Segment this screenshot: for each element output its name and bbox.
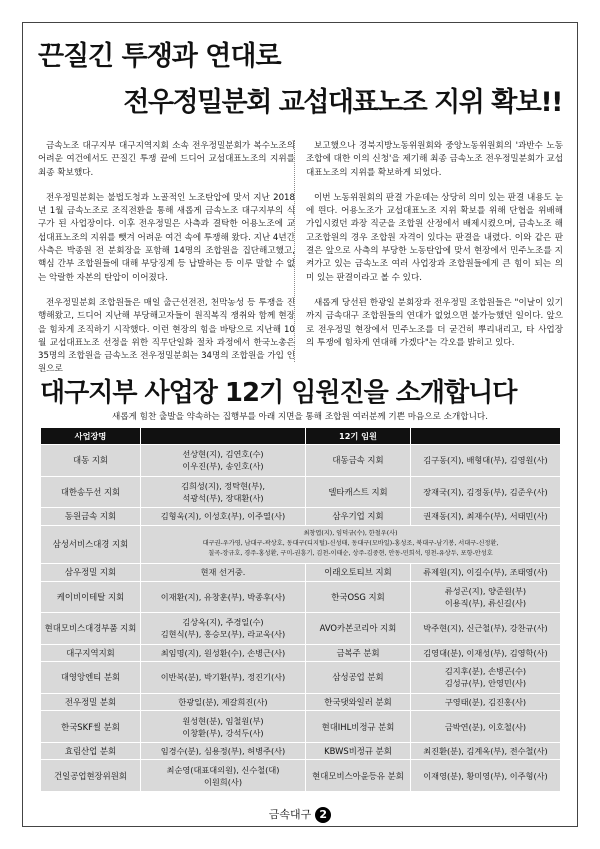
officer-list: 최창엽(지), 임덕규(수), 한철우(사) 대구권-우가영, 남대구-곽상호, 동대구(디지털)-신성태, 동대구(모바일)-홍성조, 북대구-남기봉, 서대구-신정환, 칠곡-장규호, 경주-홍성환, 구미-권흥기, 김천-이태순, 상주-김중현, 안동-민희석, 영천-유상두, 포항-안성호 [141, 525, 561, 564]
headline-line-1: 끈질긴 투쟁과 연대로 [38, 41, 281, 72]
officer-list: 금박연(분), 이호철(사) [411, 711, 561, 743]
workplace-name: 대구지역지회 [41, 644, 141, 662]
workplace-name: 삼우정밀 지회 [41, 564, 141, 582]
table-row [41, 476, 561, 508]
officer-list: 류제원(지), 이길수(부), 조태영(사) [411, 564, 561, 582]
officer-list: 현재 선거중. [141, 564, 306, 582]
workplace-name: KBWS비정규 분회 [306, 742, 411, 760]
article-paragraph: 이번 노동위원회의 판결 가운데는 상당히 의미 있는 판결 내용도 눈에 띈다. 어용노조가 교섭대표노조 지위 확보를 위해 단협을 위배해 가입시켰던 과장 직군을 조합원 산정에서 배제시켰으며, 금속노조 해고조합원의 경우 조합원 자격이 있다는 판결을 내렸다. 이와 같은 판결은 앞으로 사측의 부당한 노동탄압에 맞서 현장에서 민주노조를 지켜가고 있는 금속노조 여러 사업장과 조합원들에게 큰 힘이 되는 의미 있는 판결이라고 볼 수 있다. [306, 192, 563, 283]
officers-table [40, 427, 561, 792]
officer-list: 이재영(분), 황미영(부), 이주형(사) [411, 760, 561, 792]
workplace-name: 이래오토티브 지회 [306, 564, 411, 582]
table-row [41, 525, 561, 564]
article-paragraph: 전우정밀분회는 불법도청과 노골적인 노조탄압에 맞서 지난 2018년 1월 금속노조로 조직전환을 통해 새롭게 금속노조 대구지부의 식구가 된 사업장이다. 이후 전우정밀은 사측과 결탁한 어용노조에 교섭대표노조의 지위를 뺏겨 어려운 여건 속에 투쟁해 왔다. 지난 4년간 사측은 박종원 전 분회장을 포함해 14명의 조합원을 집단해고했고, 핵심 간부 조합원들에 대해 부당징계 등 납발하는 등 이루 말할 수 없는 악랄한 자본의 탄압이 이어졌다. [38, 192, 295, 283]
officer-list: 선상현(지), 김연호(수) 이우진(부), 송인호(사) [141, 445, 306, 477]
workplace-name: 한국댓와일러 분회 [306, 693, 411, 711]
workplace-name: 대동금속 지회 [306, 445, 411, 477]
officer-list: 김지후(분), 손병곤(수) 김성규(부), 안영민(사) [411, 662, 561, 694]
article-left-column [38, 140, 295, 389]
article-paragraph: 전우정밀분회 조합원들은 매일 출근선전전, 천막농성 등 투쟁을 진행해왔고, 드디어 지난해 부당해고자들이 원직복직 쟁취와 함께 현장을 힘차게 조직하기 시작했다. 이런 현장의 힘을 바탕으로 지난해 10월 교섭대표노조 선정을 위한 직무단일화 절차 과정에서 한국노총은 35명의 조합원을 금속노조 전우정밀분회는 34명의 조합원을 가입 인원으로 [38, 297, 295, 375]
table-row [41, 564, 561, 582]
article-paragraph: 새롭게 당선된 한광일 분회장과 전우정밀 조합원들은 "이날이 있기까지 금속대구 조합원들의 연대가 없었으면 불가능했던 일이다. 앞으로 전우정밀 현장에서 민주노조를 더 굳건히 뿌리내리고, 타 사업장의 투쟁에 힘차게 연대해 가겠다"는 각오를 밝히고 있다. [306, 297, 563, 348]
workplace-name: 델타캐스트 지회 [306, 476, 411, 508]
officer-list: 이재환(지), 유창훈(부), 박종후(사) [141, 581, 306, 613]
workplace-name: 대영앙엔티 분회 [41, 662, 141, 694]
officer-list: 권재동(지), 최재수(부), 서태민(사) [411, 508, 561, 526]
officer-list: 구영태(분), 김진홍(사) [411, 693, 561, 711]
officer-list: 이반복(분), 박기환(부), 정진기(사) [141, 662, 306, 694]
officer-list: 김상옥(지), 주경일(수) 김현식(부), 홍승모(부), 라교욱(사) [141, 613, 306, 645]
officer-list: 류성곤(지), 양준원(부) 이용직(부), 류신길(사) [411, 581, 561, 613]
workplace-name: 전우정밀 분회 [41, 693, 141, 711]
officer-list: 최임명(지), 원성환(수), 손병근(사) [141, 644, 306, 662]
table-row [41, 693, 561, 711]
table-row [41, 662, 561, 694]
article-paragraph: 보고했으나 경북지방노동위원회와 중앙노동위원회의 '과반수 노동조합에 대한 이의 신청'을 제기해 최종 금속노조 전우정밀분회가 교섭대표노조의 지위를 확보하게 되었다. [306, 141, 563, 178]
table-header-row [41, 428, 561, 445]
officer-list: 김구동(지), 배형대(부), 김영원(사) [411, 445, 561, 477]
header-spacer [141, 428, 306, 445]
table-row [41, 644, 561, 662]
table-row [41, 613, 561, 645]
officer-list: 최진환(분), 김계옥(부), 전수철(사) [411, 742, 561, 760]
workplace-name: 대한송두선 지회 [41, 476, 141, 508]
officer-list: 최순영(대표대의원), 신수철(대) 이원희(사) [141, 760, 306, 792]
section-subtitle: 새롭게 힘찬 출발을 약속하는 집행부를 아래 지면을 통해 조합원 여러분께 기쁜 마음으로 소개합니다. [112, 412, 488, 422]
table-row [41, 742, 561, 760]
header-spacer [411, 428, 561, 445]
officer-list: 장재국(지), 김정동(부), 김준우(사) [411, 476, 561, 508]
workplace-name: 효림산업 분회 [41, 742, 141, 760]
workplace-name: 건일공업현장위원회 [41, 760, 141, 792]
section-title: 대구지부 사업장 12기 임원진을 소개합니다 [40, 378, 517, 408]
table-row [41, 581, 561, 613]
page-footer [0, 806, 600, 823]
table-row [41, 711, 561, 743]
article-right-column [306, 140, 563, 362]
workplace-name: 한국OSG 지회 [306, 581, 411, 613]
officer-list: 한광일(분), 제갈희진(사) [141, 693, 306, 711]
officer-list: 임경수(분), 심용정(부), 허병주(사) [141, 742, 306, 760]
officer-list: 김영대(분), 이재성(부), 김영학(사) [411, 644, 561, 662]
page-number: 2 [315, 807, 331, 823]
header-officers: 12기 임원 [306, 428, 411, 445]
workplace-name: 대동 지회 [41, 445, 141, 477]
table-row [41, 445, 561, 477]
workplace-name: 동원금속 지회 [41, 508, 141, 526]
workplace-name: 금복주 분회 [306, 644, 411, 662]
workplace-name: 현대IHL비정규 분회 [306, 711, 411, 743]
officer-list: 김희성(지), 정탁현(부), 석광석(부), 장대환(사) [141, 476, 306, 508]
workplace-name: 삼성서비스대경 지회 [41, 525, 141, 564]
workplace-name: 한국SKF씰 분회 [41, 711, 141, 743]
workplace-name: AVO카본코리아 지회 [306, 613, 411, 645]
workplace-name: 현대모비스아윤등유 분회 [306, 760, 411, 792]
header-workplace: 사업장명 [41, 428, 141, 445]
table-row [41, 760, 561, 792]
headline-line-2: 전우정밀분회 교섭대표노조 지위 확보!! [123, 87, 562, 118]
officer-list: 김형욱(지), 이성호(부), 이주열(사) [141, 508, 306, 526]
workplace-name: 삼성공업 분회 [306, 662, 411, 694]
footer-label: 금속대구 [268, 808, 312, 821]
column-divider [294, 140, 295, 362]
workplace-name: 케이비이테탈 지회 [41, 581, 141, 613]
officer-list: 원성현(분), 임철원(부) 이창환(부), 강석두(사) [141, 711, 306, 743]
table-row [41, 508, 561, 526]
workplace-name: 삼우기업 지회 [306, 508, 411, 526]
officer-list: 박주현(지), 신근철(부), 강찬규(사) [411, 613, 561, 645]
article-paragraph: 금속노조 대구지부 대구지역지회 소속 전우정밀분회가 복수노조의 어려운 여건에서도 끈질긴 투쟁 끝에 드디어 교섭대표노조의 지위를 최종 확보했다. [38, 141, 295, 178]
workplace-name: 현대모비스대경부품 지회 [41, 613, 141, 645]
